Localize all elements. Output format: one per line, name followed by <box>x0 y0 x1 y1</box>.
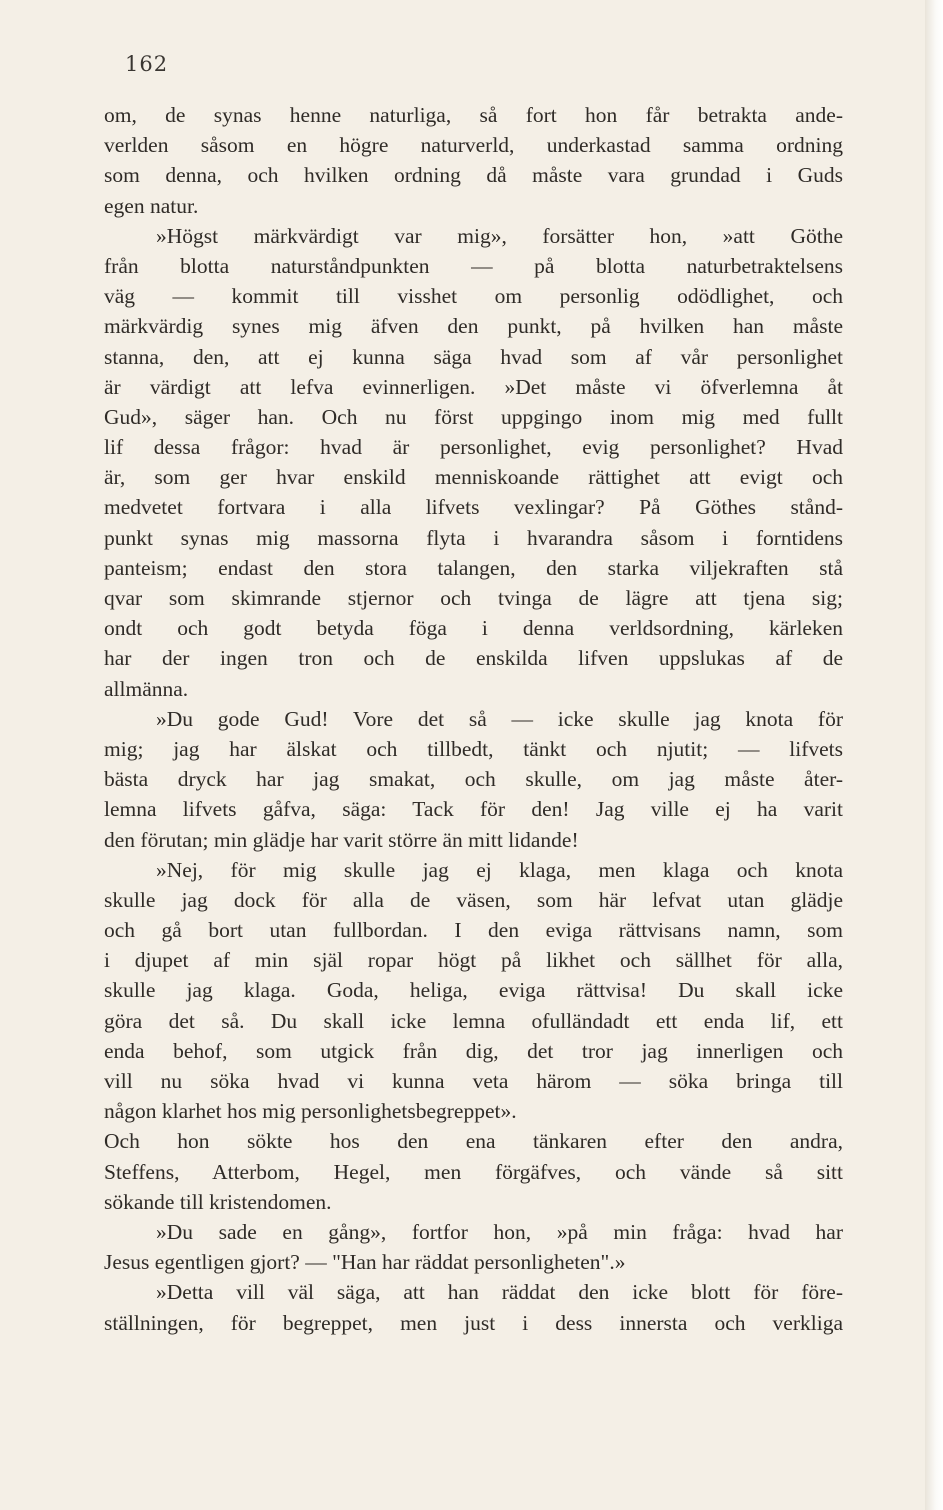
text-line: skulle jag dock för alla de väsen, som här lefvat utan glädje <box>104 887 843 912</box>
text-line: allmänna. <box>104 676 189 701</box>
text-line: panteism; endast den stora talangen, den starka viljekraften stå <box>104 555 843 580</box>
text-line: ondt och godt betyda föga i denna verldsordning, kärleken <box>104 616 843 641</box>
text-line: Och hon sökte hos den ena tänkaren efter den andra, <box>104 1129 843 1154</box>
text-line: märkvärdig synes mig äfven den punkt, på hvilken han måste <box>104 314 843 339</box>
text-line: den förutan; min glädje har varit större än mitt lidande! <box>104 827 579 852</box>
text-line: från blotta naturståndpunkten — på blotta naturbetraktelsens <box>104 253 843 278</box>
text-line: är, som ger hvar enskild menniskoande rättighet att evigt och <box>104 465 843 490</box>
text-line: sökande till kristendomen. <box>104 1189 332 1214</box>
text-line: lif dessa frågor: hvad är personlighet, evig personlighet? Hvad <box>104 435 843 460</box>
text-line: »Du gode Gud! Vore det så — icke skulle jag knota för <box>156 706 843 731</box>
text-line: medvetet fortvara i alla lifvets vexlingar? På Göthes stånd- <box>104 495 843 520</box>
text-line: skulle jag klaga. Goda, heliga, eviga rättvisa! Du skall icke <box>104 978 843 1003</box>
page-edge <box>925 0 943 1510</box>
text-line: bästa dryck har jag smakat, och skulle, om jag måste åter- <box>104 767 843 792</box>
text-line: är värdigt att lefva evinnerligen. »Det måste vi öfverlemna åt <box>104 374 843 399</box>
text-line: enda behof, som utgick från dig, det tror jag innerligen och <box>104 1038 843 1063</box>
text-line: vill nu söka hvad vi kunna veta härom — söka bringa till <box>104 1069 843 1093</box>
page-number: 162 <box>125 52 169 76</box>
text-line: som denna, och hvilken ordning då måste vara grundad i Guds <box>104 163 843 188</box>
text-line: verlden såsom en högre naturverld, underkastad samma ordning <box>104 133 843 158</box>
text-line: i djupet af min själ ropar högt på likhet och sällhet för alla, <box>104 948 843 973</box>
text-line: väg — kommit till visshet om personlig odödlighet, och <box>104 284 843 309</box>
text-line: har der ingen tron och de enskilda lifven uppslukas af de <box>104 646 843 671</box>
text-line: egen natur. <box>104 193 199 218</box>
text-line: Steffens, Atterbom, Hegel, men förgäfves, och vände så sitt <box>104 1159 843 1184</box>
text-line: Jesus egentligen gjort? — "Han har räddat personligheten".» <box>104 1250 626 1275</box>
text-line: »Detta vill väl säga, att han räddat den icke blott för före- <box>156 1280 843 1305</box>
text-line: punkt synas mig massorna flyta i hvarandra såsom i forntidens <box>104 525 843 550</box>
text-line: göra det så. Du skall icke lemna ofulländadt ett enda lif, ett <box>104 1008 843 1033</box>
text-line: qvar som skimrande stjernor och tvinga de lägre att tjena sig; <box>104 586 843 610</box>
text-line: någon klarhet hos mig personlighetsbegreppet». <box>104 1099 517 1124</box>
text-line: »Nej, för mig skulle jag ej klaga, men klaga och knota <box>156 857 843 882</box>
text-line: mig; jag har älskat och tillbedt, tänkt och njutit; — lifvets <box>104 736 843 761</box>
text-line: stanna, den, att ej kunna säga hvad som af vår personlighet <box>104 344 843 369</box>
text-line: lemna lifvets gåfva, säga: Tack för den! Jag ville ej ha varit <box>104 797 843 822</box>
text-line: och gå bort utan fullbordan. I den eviga rättvisans namn, som <box>104 918 843 943</box>
body-text <box>104 100 843 1338</box>
text-line: ställningen, för begreppet, men just i dess innersta och verkliga <box>104 1310 843 1335</box>
text-line: »Du sade en gång», fortfor hon, »på min fråga: hvad har <box>156 1219 843 1244</box>
text-line: Gud», säger han. Och nu först uppgingo inom mig med fullt <box>104 404 843 429</box>
text-line: »Högst märkvärdigt var mig», forsätter hon, »att Göthe <box>156 223 843 248</box>
text-line: om, de synas henne naturliga, så fort hon får betrakta ande- <box>104 103 843 127</box>
